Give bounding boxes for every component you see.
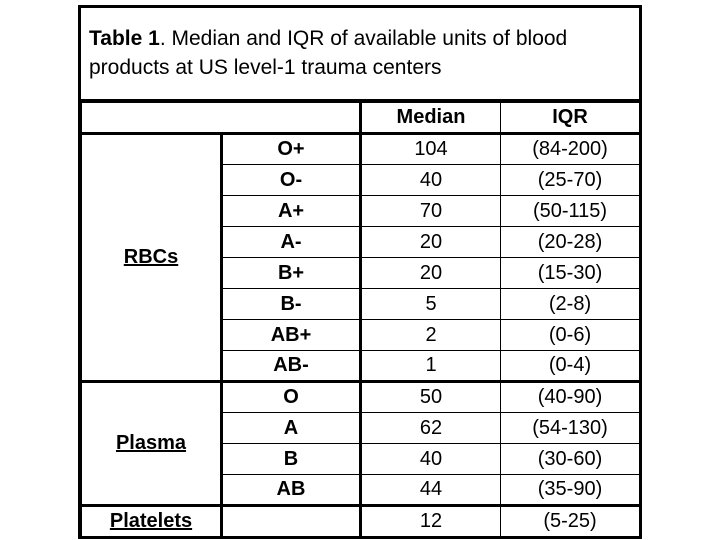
iqr-cell: (50-115) [501,196,640,227]
median-cell: 20 [361,258,501,289]
group-label-platelets: Platelets [82,506,222,537]
group-label-plasma: Plasma [82,382,222,506]
iqr-cell: (84-200) [501,134,640,165]
table-row [82,382,640,413]
median-cell: 12 [361,506,501,537]
blood-type-cell [222,506,361,537]
blood-type-cell: A+ [222,196,361,227]
blood-type-cell: A- [222,227,361,258]
data-table [81,102,640,537]
blood-type-cell: B [222,444,361,475]
iqr-cell: (5-25) [501,506,640,537]
blood-type-cell: AB+ [222,320,361,351]
header-row [82,103,640,134]
iqr-cell: (35-90) [501,475,640,506]
iqr-cell: (30-60) [501,444,640,475]
median-cell: 2 [361,320,501,351]
header-iqr: IQR [501,103,640,134]
median-cell: 62 [361,413,501,444]
median-cell: 40 [361,165,501,196]
iqr-cell: (15-30) [501,258,640,289]
median-cell: 5 [361,289,501,320]
median-cell: 104 [361,134,501,165]
median-cell: 50 [361,382,501,413]
table-caption [81,8,639,102]
blood-type-cell: B+ [222,258,361,289]
table-row [82,506,640,537]
blood-type-cell: AB- [222,351,361,382]
caption-text: . Median and IQR of available units of blood products at US level-1 trauma centers [89,27,568,79]
table-row [82,134,640,165]
median-cell: 20 [361,227,501,258]
median-cell: 1 [361,351,501,382]
iqr-cell: (20-28) [501,227,640,258]
median-cell: 44 [361,475,501,506]
header-empty-cell [82,103,361,134]
header-median: Median [361,103,501,134]
iqr-cell: (25-70) [501,165,640,196]
blood-type-cell: O- [222,165,361,196]
iqr-cell: (0-6) [501,320,640,351]
blood-type-cell: O [222,382,361,413]
caption-label: Table 1 [89,27,160,50]
iqr-cell: (0-4) [501,351,640,382]
median-cell: 40 [361,444,501,475]
iqr-cell: (54-130) [501,413,640,444]
iqr-cell: (40-90) [501,382,640,413]
blood-type-cell: B- [222,289,361,320]
iqr-cell: (2-8) [501,289,640,320]
blood-products-table [78,5,642,539]
blood-type-cell: O+ [222,134,361,165]
median-cell: 70 [361,196,501,227]
group-label-rbcs: RBCs [82,134,222,382]
blood-type-cell: A [222,413,361,444]
blood-type-cell: AB [222,475,361,506]
